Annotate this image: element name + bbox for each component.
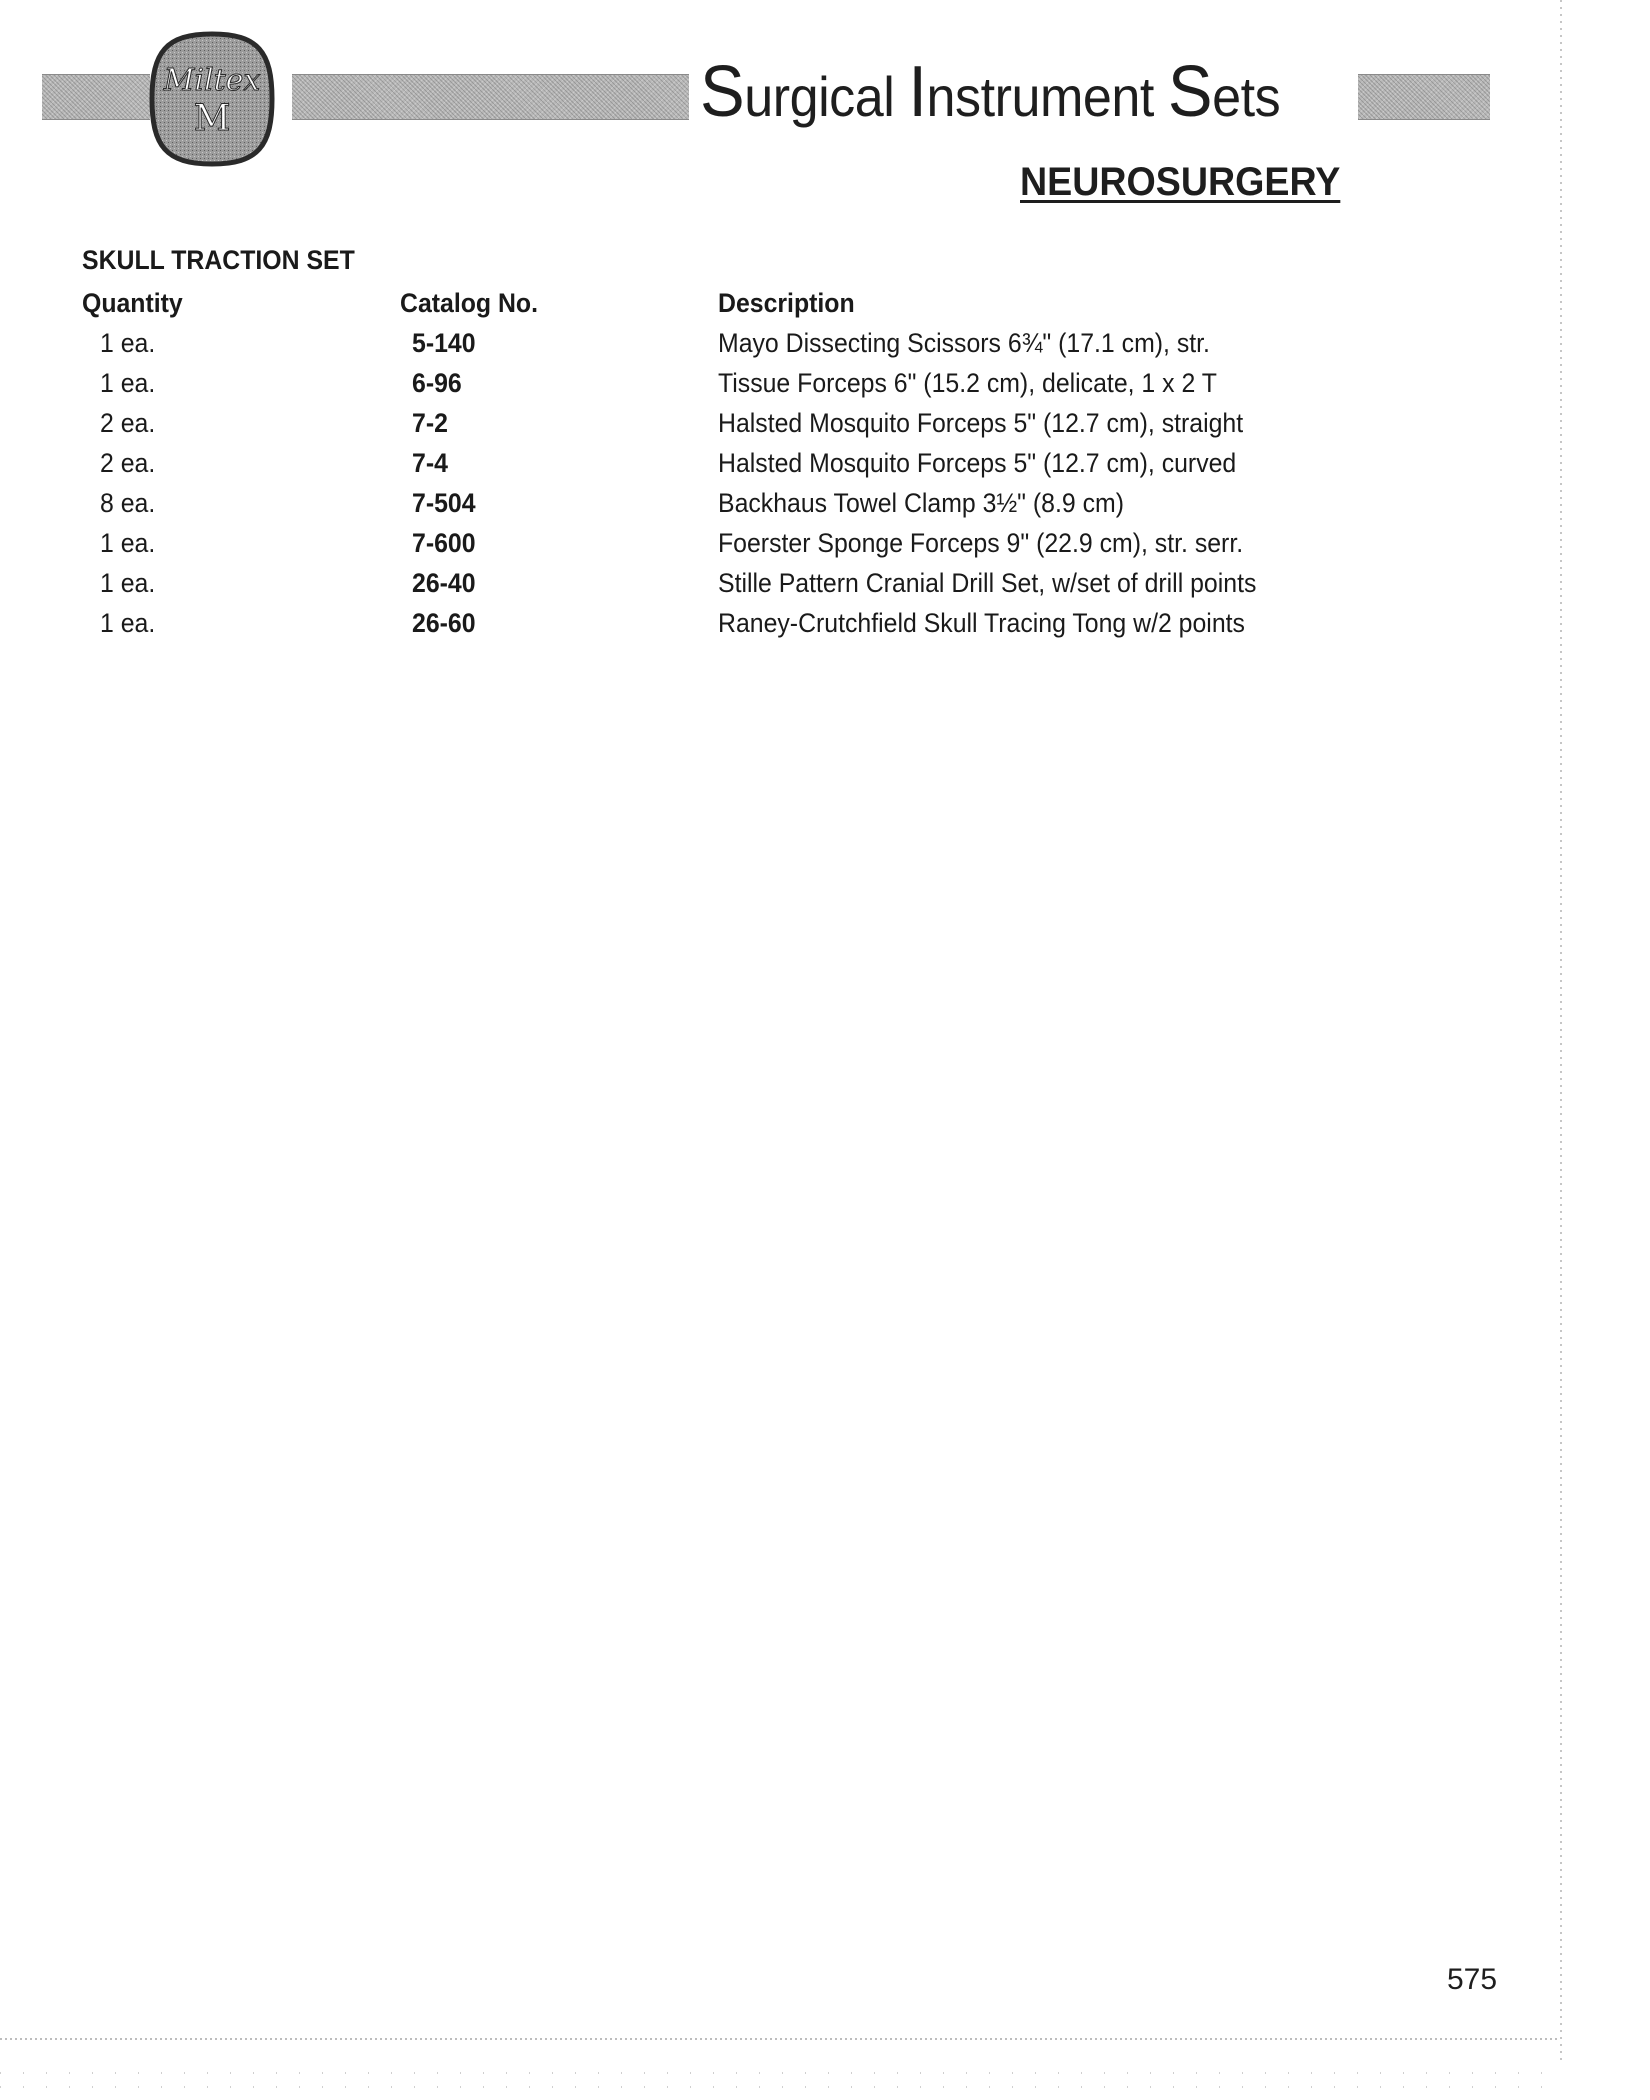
title-part: S [1167,52,1213,132]
row-catalog: 7-504 [412,488,476,518]
title-part: ets [1212,65,1281,128]
table-row [82,363,1382,403]
row-description: Mayo Dissecting Scissors 6¾" (17.1 cm), str. [718,328,1210,358]
title-part: S [700,52,745,132]
row-description: Raney-Crutchfield Skull Tracing Tong w/2 points [718,608,1245,638]
row-catalog: 7-600 [412,528,476,558]
title-part: I [908,52,927,132]
row-description: Halsted Mosquito Forceps 5" (12.7 cm), straight [718,408,1244,438]
row-catalog: 26-60 [412,608,476,638]
row-quantity: 8 ea. [100,488,156,518]
logo-script-text: Miltex [163,63,261,98]
title-part: urgical [744,65,909,128]
row-catalog: 5-140 [412,328,476,358]
table-row [82,563,1382,603]
row-quantity: 2 ea. [100,408,156,438]
row-description: Halsted Mosquito Forceps 5" (12.7 cm), curved [718,448,1237,478]
table-row [82,603,1382,643]
row-quantity: 1 ea. [100,368,156,398]
page-title [700,52,1280,132]
miltex-logo-icon [148,30,276,168]
instrument-table [82,283,1382,643]
page-header [0,0,1650,204]
header-description: Description [718,288,855,318]
row-description: Stille Pattern Cranial Drill Set, w/set of drill points [718,568,1257,598]
scan-noise-row [0,2086,1560,2088]
header-band-left [42,74,150,120]
logo-monogram: M [193,98,231,139]
row-quantity: 2 ea. [100,448,156,478]
header-quantity: Quantity [82,288,183,318]
row-catalog: 26-40 [412,568,476,598]
scan-edge-line [1560,0,1562,2060]
row-catalog: 7-4 [412,448,448,478]
set-title: SKULL TRACTION SET [82,245,355,275]
table-row [82,323,1382,363]
table-header [82,283,1382,323]
table-row [82,523,1382,563]
scan-noise-row [0,2072,1560,2074]
header-band-middle [292,74,689,120]
row-quantity: 1 ea. [100,528,156,558]
header-catalog: Catalog No. [400,288,539,318]
miltex-logo [148,30,276,168]
page-number: 575 [1447,1963,1498,1996]
row-description: Foerster Sponge Forceps 9" (22.9 cm), str. serr. [718,528,1244,558]
row-quantity: 1 ea. [100,328,156,358]
scan-bottom-line [0,2038,1560,2040]
row-catalog: 7-2 [412,408,448,438]
table-row [82,443,1382,483]
title-part: nstrument [926,65,1168,128]
row-quantity: 1 ea. [100,608,156,638]
section-subtitle: NEUROSURGERY [1020,160,1341,204]
header-band-right [1358,74,1490,120]
row-catalog: 6-96 [412,368,462,398]
row-description: Backhaus Towel Clamp 3½" (8.9 cm) [718,488,1124,518]
row-quantity: 1 ea. [100,568,156,598]
table-row [82,483,1382,523]
table-row [82,403,1382,443]
row-description: Tissue Forceps 6" (15.2 cm), delicate, 1 x 2 T [718,368,1217,398]
